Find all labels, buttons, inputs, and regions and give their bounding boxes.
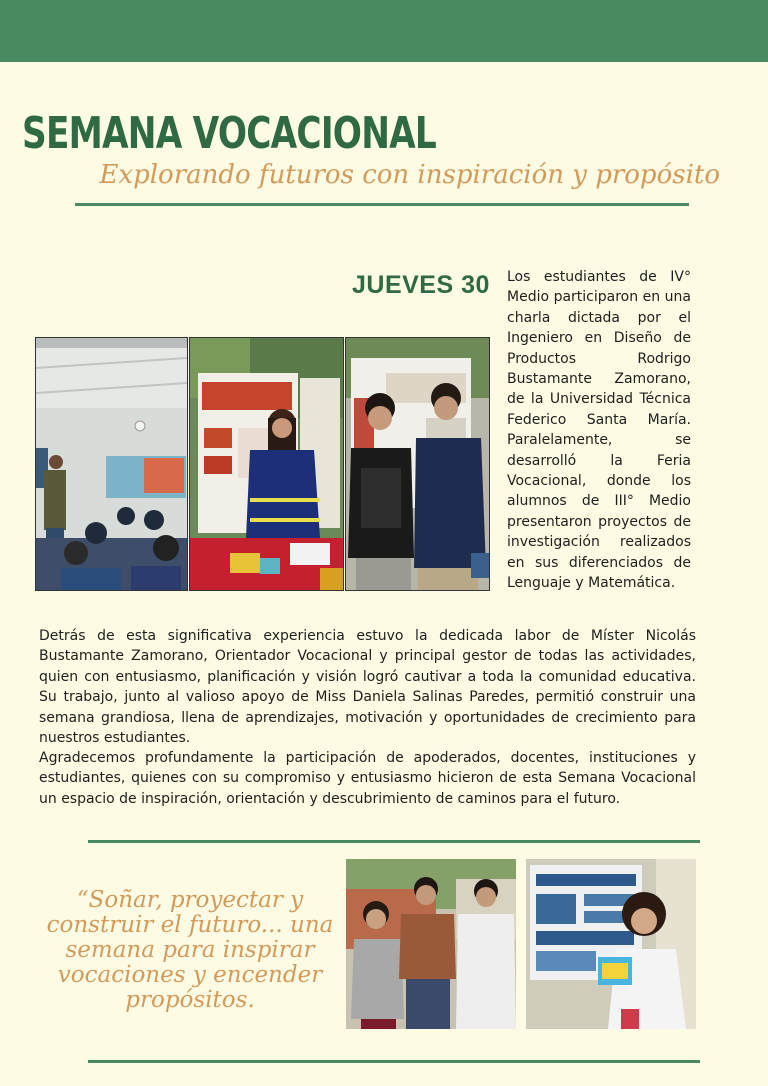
body-paragraph-1: Detrás de esta significativa experiencia estuvo la dedicada labor de Míster Nicolás Bustamante Zamorano, Orientador Vocacional y principal gestor de todas las actividades, quien con entusiasmo, planificación y visión logró cautivar a toda la comunidad educativa. Su trabajo, junto al valioso apoyo de Miss Daniela Salinas Paredes, permitió construir una semana grandiosa, llena de aprendizajes, motivación y oportunidades de crecimiento para nuestros estudiantes.: [39, 628, 696, 747]
photo-classroom-talk: [35, 337, 188, 591]
side-paragraph: Los estudiantes de IV° Medio participaron en una charla dictada por el Ingeniero en Diseño de Productos Rodrigo Bustamante Zamorano, de la Universidad Técnica Federico Santa María. Paralelamente, se desarrolló la Feria Vocacional, donde los alumnos de III° Medio presentaron proyectos de investigación realizados en sus diferenciados de Lenguaje y Matemática.: [507, 269, 691, 592]
title-underline: [75, 203, 689, 206]
divider-bottom: [88, 1060, 700, 1063]
body-paragraph-2: Agradecemos profundamente la participación de apoderados, docentes, instituciones y estudiantes, quienes con su compromiso y entusiasmo hicieron de esta Semana Vocacional un espacio de inspiración, orientación y descubrimiento de caminos para el futuro.: [39, 750, 696, 807]
top-color-band: [0, 0, 768, 62]
page-title: SEMANA VOCACIONAL: [22, 108, 437, 159]
page-subtitle: Explorando futuros con inspiración y propósito: [99, 160, 720, 190]
photo-student-poster: [189, 337, 344, 591]
photo-student-with-book: [526, 859, 696, 1029]
photo-group-three: [346, 859, 516, 1029]
divider-top: [88, 840, 700, 843]
photo-two-students: [345, 337, 490, 591]
day-heading: JUEVES 30: [352, 271, 490, 299]
quote-text: “Soñar, proyectar y construir el futuro... una semana para inspirar vocaciones y encender propósitos.: [46, 887, 334, 1013]
